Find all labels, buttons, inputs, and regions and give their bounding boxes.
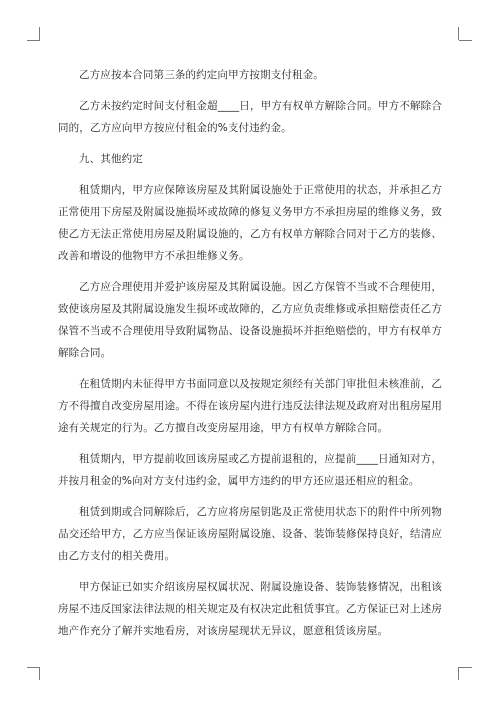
crop-mark-top-left — [27, 40, 40, 41]
crop-mark-bottom-left — [39, 667, 40, 680]
paragraph-late-payment: 乙方未按约定时间支付租金超____日，甲方有权单方解除合同。甲方不解除合同的，乙方应向甲方按应付租金的%支付违约金。 — [58, 100, 442, 134]
paragraph-maintenance: 租赁期内，甲方应保障该房屋及其附属设施处于正常使用的状态，并承担乙方正常使用下房屋及附属设施损坏或故障的修复义务甲方不承担房屋的维修义务，致使乙方无法正常使用房屋及附属设施的，乙方有权单方解除合同对于乙方的装修、改善和增设的他物甲方不承担维修义务。 — [58, 184, 442, 262]
paragraph-rent-payment: 乙方应按本合同第三条的约定向甲方按期支付租金。 — [79, 69, 324, 81]
crop-mark-top-left — [39, 27, 40, 40]
crop-mark-bottom-right — [459, 667, 472, 668]
document-body — [58, 64, 442, 651]
section-heading-other-terms: 九、其他约定 — [79, 153, 143, 165]
crop-mark-bottom-left — [27, 667, 40, 668]
crop-mark-top-right — [458, 27, 459, 40]
paragraph-usage-change: 在租赁期内未征得甲方书面同意以及按规定须经有关部门审批但未核准前，乙方不得擅自改变房屋用途。不得在该房屋内进行违反法律法规及政府对出租房屋用途有关规定的行为。乙方擅自改变房屋用途，甲方有权单方解除合同。 — [58, 378, 442, 434]
crop-mark-top-right — [459, 40, 472, 41]
paragraph-handover: 租赁到期或合同解除后，乙方应将房屋钥匙及正常使用状态下的附件中所列物品交还给甲方，乙方应当保证该房屋附属设施、设备、装饰装修保持良好，结清应由乙方支付的相关费用。 — [58, 506, 442, 562]
crop-mark-bottom-right — [458, 667, 459, 680]
paragraph-warranties: 甲方保证已如实介绍该房屋权属状况、附属设施设备、装饰装修情况，出租该房屋不违反国家法律法规的相关规定及有权决定此租赁事宜。乙方保证已对上述房地产作充分了解并实地看房，对该房屋现状无异议，愿意租赁该房屋。 — [58, 581, 442, 637]
paragraph-proper-use: 乙方应合理使用并爱护该房屋及其附属设施。因乙方保管不当或不合理使用，致使该房屋及其附属设施发生损坏或故障的，乙方应负责维修或承担赔偿责任乙方保管不当或不合理使用导致附属物品、设备设施损坏并拒绝赔偿的，甲方有权单方解除合同。 — [58, 281, 442, 359]
paragraph-early-termination: 租赁期内，甲方提前收回该房屋或乙方提前退租的，应提前____日通知对方，并按月租金的%向对方支付违约金，属甲方违约的甲方还应退还相应的租金。 — [58, 453, 442, 487]
